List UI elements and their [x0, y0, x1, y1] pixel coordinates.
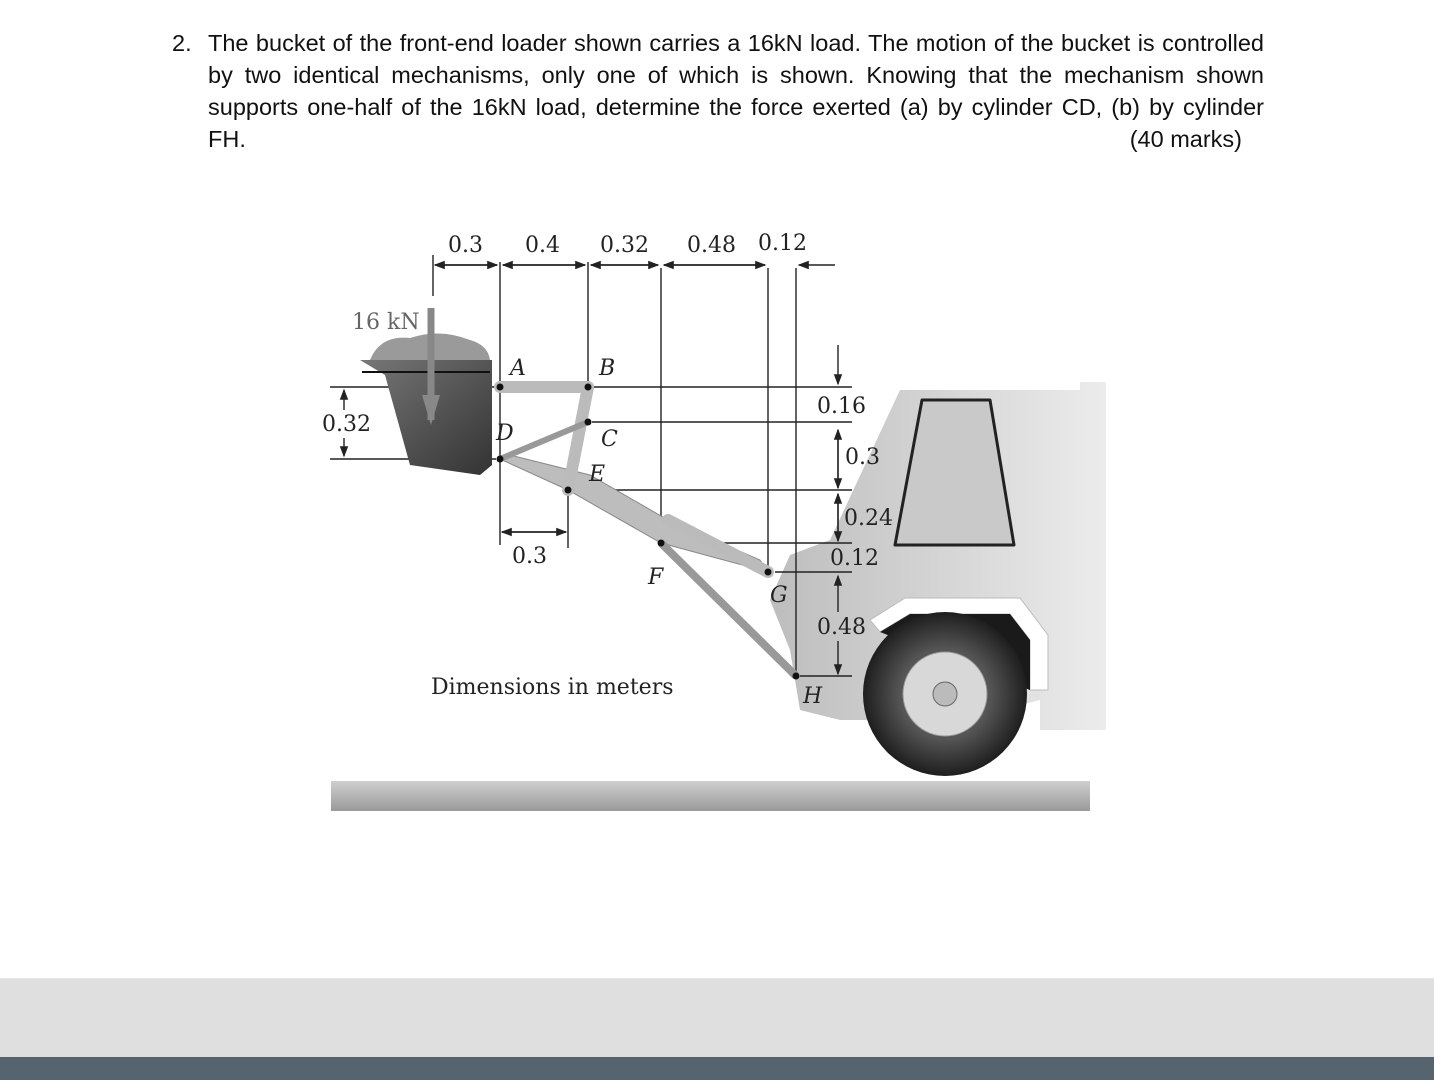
question-marks: (40 marks) [1129, 126, 1242, 152]
point-F [658, 540, 665, 547]
label-C: C [601, 427, 618, 452]
dim-v-0: 0.16 [817, 394, 866, 419]
question-text: The bucket of the front-end loader shown carries a 16kN load. The motion of the bucket is controlled by two identical mechanisms, only one of which is shown. Knowing that the mechanism shown supports one-half of the 16kN load, determine the force exerted (a) by cylinder CD, (b) by cylinder FH. [208, 30, 1264, 152]
dim-v-4: 0.48 [817, 615, 866, 640]
dim-v-1: 0.3 [845, 445, 880, 470]
figure-caption: Dimensions in meters [431, 675, 674, 700]
point-E [565, 487, 572, 494]
point-G [765, 569, 772, 576]
label-H: H [803, 684, 823, 709]
point-D [497, 456, 504, 463]
ground [331, 781, 1090, 811]
question-number: 2. [172, 30, 192, 56]
dim-bottom: 0.3 [512, 544, 547, 569]
dim-h-0: 0.3 [448, 233, 483, 258]
loader-body [770, 382, 1106, 776]
point-C [585, 419, 592, 426]
label-D: D [496, 421, 514, 446]
point-B [585, 384, 592, 391]
point-A [497, 384, 504, 391]
dim-h-1: 0.4 [525, 233, 560, 258]
label-A: A [510, 356, 526, 381]
dim-h-2: 0.32 [600, 233, 649, 258]
footer-bar [0, 1057, 1434, 1080]
label-F: F [648, 565, 664, 590]
dim-v-3: 0.12 [830, 546, 879, 571]
label-E: E [589, 462, 606, 487]
footer-band [0, 978, 1434, 1059]
load-label: 16 kN [352, 310, 420, 335]
dim-v-left: 0.32 [322, 412, 371, 437]
label-G: G [770, 583, 788, 608]
dim-h-3: 0.48 [687, 233, 736, 258]
dim-v-2: 0.24 [844, 506, 893, 531]
point-H [793, 673, 800, 680]
label-B: B [599, 356, 616, 381]
dim-h-4: 0.12 [758, 231, 807, 256]
